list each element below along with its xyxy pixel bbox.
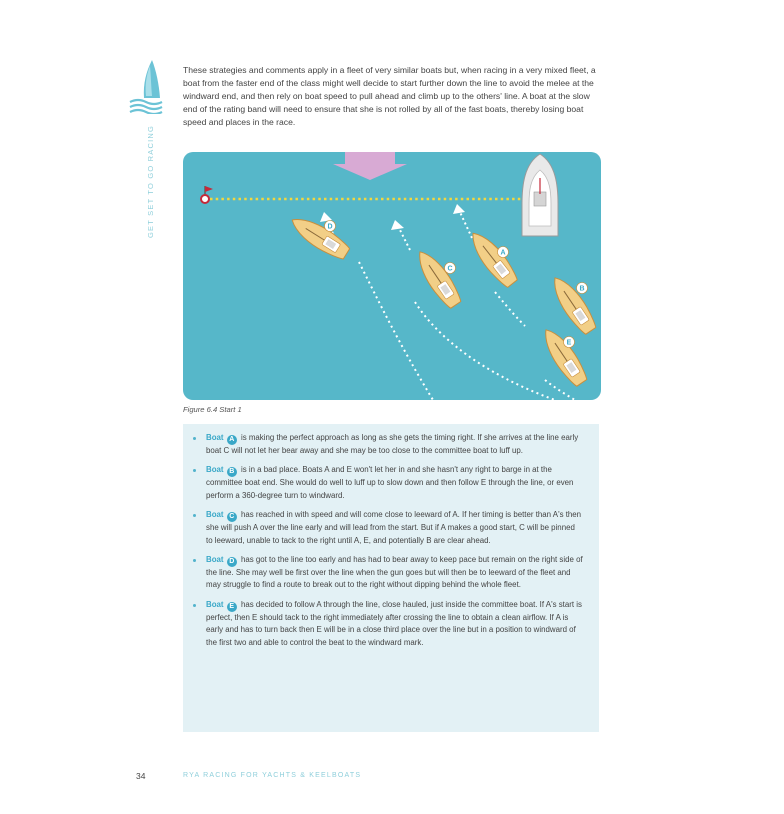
list-item-boat-e [193, 599, 583, 649]
boat-c-icon [412, 246, 465, 311]
wind-arrow-icon [333, 152, 407, 180]
chapter-side-title: GET SET TO GO RACING [146, 124, 155, 238]
boat-letter-badge: A [227, 435, 237, 445]
boat-tag: Boat [206, 555, 224, 565]
boat-description: is making the perfect approach as long as she gets the timing right. If she arrives at the line early boat C will not let her bear away and she may be too close to the committee boat to luff up. [206, 433, 579, 455]
bullet-icon [193, 604, 196, 607]
start-diagram [183, 152, 601, 400]
bullet-icon [193, 469, 196, 472]
boat-letter-badge: D [227, 557, 237, 567]
boat-e-icon [538, 324, 591, 389]
boat-description: has decided to follow A through the line, close hauled, just inside the committee boat. If A's start is perfect, then E should tack to the right immediately after crossing the line to obtain a clean airflow. If A is early and has to turn back then E will be in a close third place over the line but in a position to windward of the first two and able to control the beat to the windward mark. [206, 599, 582, 647]
label-c: C [447, 265, 453, 273]
boat-letter-badge: B [227, 467, 237, 477]
list-item-boat-c [193, 509, 583, 547]
label-b: B [579, 285, 585, 293]
bullet-icon [193, 437, 196, 440]
label-e: E [566, 339, 572, 347]
boat-b-icon [547, 272, 600, 337]
boat-list [183, 424, 599, 649]
boat-description: is in a bad place. Boats A and E won't let her in and she hasn't any right to barge in at the committee boat end. She would do well to luff up to slow down and then follow E through the line, or even perform a 360-degree turn to windward. [206, 465, 574, 500]
boat-description: has got to the line too early and has had to bear away to keep pace but remain on the right side of the line. She may well be first over the line when the gun goes but will then be to leeward of the fleet and may struggle to find a route to break out to the right without dipping behind the whole fleet. [206, 555, 583, 590]
pin-buoy-icon [201, 186, 213, 203]
bullet-icon [193, 559, 196, 562]
track-boat-e [545, 380, 575, 400]
label-a: A [500, 249, 506, 257]
running-title: RYA RACING FOR YACHTS & KEELBOATS [183, 772, 362, 779]
track-boat-a [495, 292, 525, 326]
page-number: 34 [136, 771, 146, 781]
list-item-boat-d [193, 554, 583, 592]
track-boat-d [359, 262, 433, 400]
boat-description: has reached in with speed and will come close to leeward of A. If her timing is better than A's then she will push A over the line early and will lead from the start. But if A makes a good start, C will be pinned to leeward, unable to tack to the right until A, E, and potentially B are clear ahead. [206, 510, 582, 545]
boat-letter-badge: C [227, 512, 237, 522]
track-boat-c [415, 302, 555, 400]
boat-letter-badge: E [227, 602, 237, 612]
boat-d-icon [287, 211, 352, 262]
boat-tag: Boat [206, 599, 224, 609]
boat-tag: Boat [206, 433, 224, 442]
intro-paragraph: These strategies and comments apply in a fleet of very similar boats but, when racing in a very mixed fleet, a boat from the faster end of the class might well decide to start further down the line to avoid the melee at the windward end, and then rely on boat speed to pull ahead and climb up to the others' line. A boat at the slow end of the rating band will need to ensure that she is not rolled by all of the fast boats, thereby losing boat speed and places in the race. [183, 65, 596, 127]
sail-logo-icon [126, 58, 166, 114]
label-d: D [327, 223, 333, 231]
committee-boat-icon [522, 154, 558, 236]
boat-tag: Boat [206, 465, 224, 475]
list-item-boat-b [193, 464, 583, 502]
boat-label-badges [325, 221, 588, 348]
boat-tag: Boat [206, 510, 224, 520]
figure-caption: Figure 6.4 Start 1 [183, 405, 242, 414]
boat-a-icon [465, 227, 521, 290]
boat-analysis-panel [183, 424, 599, 732]
list-item-boat-a [193, 432, 583, 457]
bullet-icon [193, 514, 196, 517]
